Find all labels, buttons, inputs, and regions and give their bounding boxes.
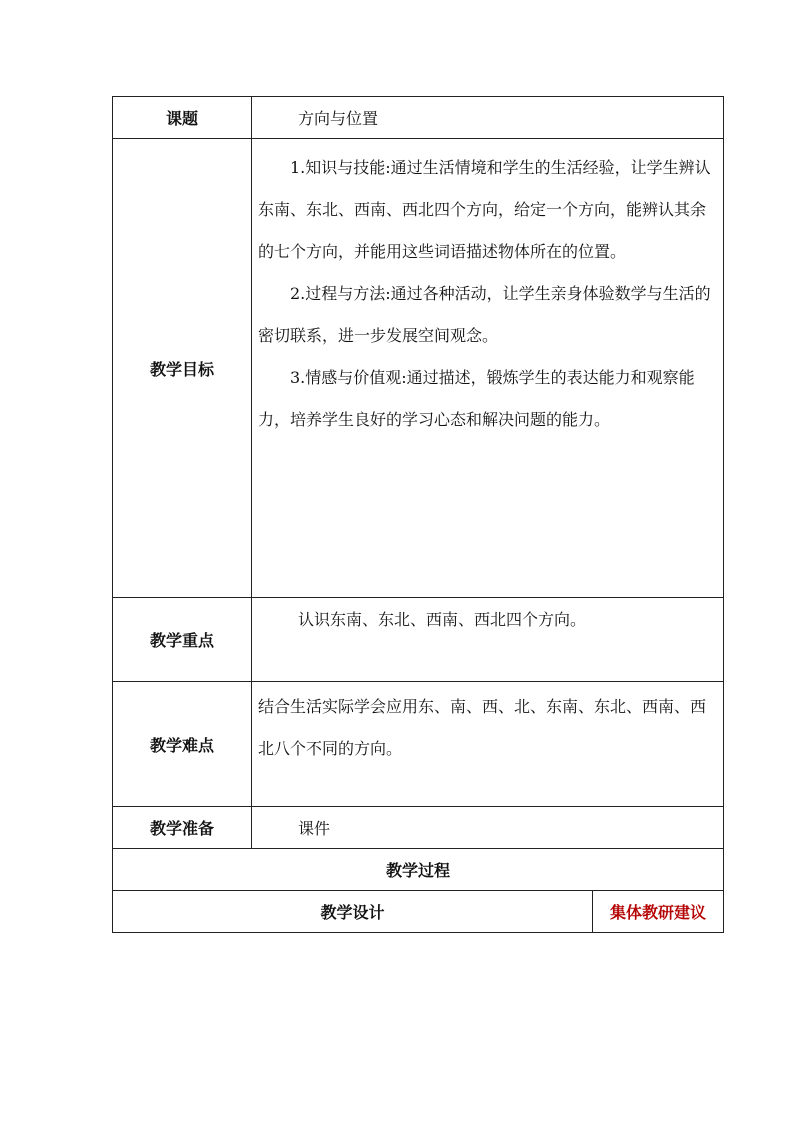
difficulty-value: 结合生活实际学会应用东、南、西、北、东南、东北、西南、西北八个不同的方向。	[258, 697, 707, 758]
topic-row	[113, 97, 724, 139]
key-points-row	[113, 598, 724, 682]
difficulty-row	[113, 682, 724, 807]
preparation-value: 课件	[252, 807, 724, 849]
difficulty-label: 教学难点	[113, 682, 252, 807]
process-heading: 教学过程	[113, 849, 724, 891]
lesson-plan-table	[112, 96, 724, 933]
topic-label: 课题	[113, 97, 252, 139]
preparation-row	[113, 807, 724, 849]
key-points-value: 认识东南、东北、西南、西北四个方向。	[252, 598, 724, 682]
preparation-label: 教学准备	[113, 807, 252, 849]
objective-item: 3.情感与价值观:通过描述，锻炼学生的表达能力和观察能力，培养学生良好的学习心态和解决问题的能力。	[258, 368, 695, 429]
process-row	[113, 849, 724, 891]
objectives-label: 教学目标	[113, 139, 252, 598]
design-row	[113, 891, 724, 933]
objectives-row	[113, 139, 724, 598]
design-heading: 教学设计	[113, 891, 593, 933]
objective-item: 2.过程与方法:通过各种活动，让学生亲身体验数学与生活的密切联系，进一步发展空间观念。	[258, 284, 711, 345]
suggestion-heading: 集体教研建议	[593, 891, 724, 933]
topic-value: 方向与位置	[252, 97, 724, 139]
difficulty-cell	[252, 682, 724, 807]
key-points-label: 教学重点	[113, 598, 252, 682]
objectives-cell	[252, 139, 724, 598]
objective-item: 1.知识与技能:通过生活情境和学生的生活经验，让学生辨认东南、东北、西南、西北四个方向，给定一个方向，能辨认其余的七个方向，并能用这些词语描述物体所在的位置。	[258, 158, 711, 261]
